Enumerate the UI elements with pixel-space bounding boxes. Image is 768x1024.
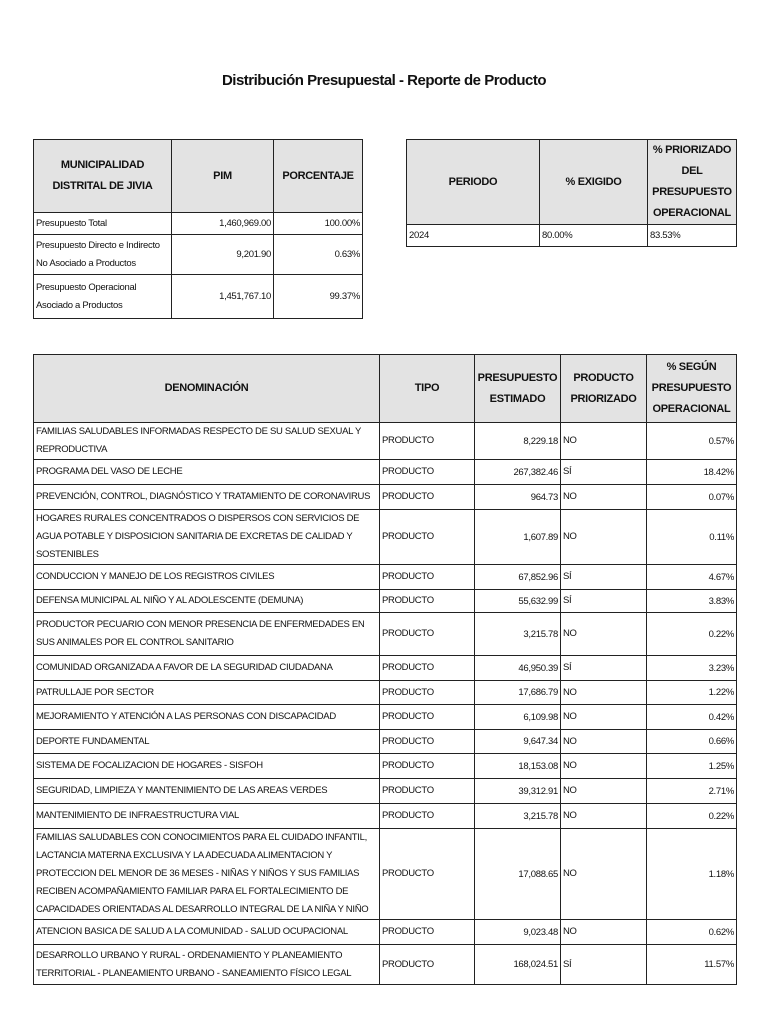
- municipality-budget-table: [33, 139, 363, 319]
- header-denominacion: DENOMINACIÓN: [34, 355, 380, 423]
- table-cell: 8,229.18: [475, 423, 561, 460]
- table-cell: 18,153.08: [475, 754, 561, 779]
- table-row: [34, 235, 363, 275]
- table-cell: SÍ: [561, 460, 647, 485]
- table-cell: 67,852.96: [475, 565, 561, 590]
- table-cell: 3,215.78: [475, 613, 561, 656]
- header-priorizado: % PRIORIZADO DEL PRESUPUESTO OPERACIONAL: [648, 140, 737, 225]
- table-cell: 0.62%: [647, 920, 737, 945]
- table-cell: 1,607.89: [475, 510, 561, 565]
- table-cell: 6,109.98: [475, 705, 561, 730]
- table-cell: DEPORTE FUNDAMENTAL: [34, 730, 380, 754]
- header-exigido: % EXIGIDO: [540, 140, 648, 225]
- table-cell: 1,451,767.10: [172, 275, 274, 319]
- table-cell: PRODUCTO: [380, 485, 475, 510]
- header-periodo: PERIODO: [407, 140, 540, 225]
- table-cell: 1.22%: [647, 681, 737, 705]
- table-row: [34, 590, 737, 613]
- periodo-table: [406, 139, 737, 247]
- table-cell: 1,460,969.00: [172, 213, 274, 235]
- table-cell: 4.67%: [647, 565, 737, 590]
- table-cell: 39,312.91: [475, 779, 561, 804]
- table-row: [34, 804, 737, 829]
- table-cell: NO: [561, 829, 647, 920]
- table-cell: PRODUCTO: [380, 656, 475, 681]
- table-cell: 99.37%: [274, 275, 363, 319]
- table-row: [34, 510, 737, 565]
- table-cell: PRODUCTOR PECUARIO CON MENOR PRESENCIA DE ENFERMEDADES EN SUS ANIMALES POR EL CONTROL SANITARIO: [34, 613, 380, 656]
- table-cell: 18.42%: [647, 460, 737, 485]
- table-cell: 80.00%: [540, 225, 648, 247]
- table-cell: PRODUCTO: [380, 945, 475, 985]
- table-cell: 83.53%: [648, 225, 737, 247]
- header-segun-presupuesto: % SEGÚN PRESUPUESTO OPERACIONAL: [647, 355, 737, 423]
- table-row: [34, 423, 737, 460]
- table-row: [34, 213, 363, 235]
- table-row: [34, 656, 737, 681]
- table-cell: 0.22%: [647, 613, 737, 656]
- table-cell: NO: [561, 485, 647, 510]
- table-cell: ATENCION BASICA DE SALUD A LA COMUNIDAD - SALUD OCUPACIONAL: [34, 920, 380, 945]
- table-cell: PREVENCIÓN, CONTROL, DIAGNÓSTICO Y TRATAMIENTO DE CORONAVIRUS: [34, 485, 380, 510]
- table-cell: COMUNIDAD ORGANIZADA A FAVOR DE LA SEGURIDAD CIUDADANA: [34, 656, 380, 681]
- header-porcentaje: PORCENTAJE: [274, 140, 363, 213]
- table-row: [34, 275, 363, 319]
- table-cell: 964.73: [475, 485, 561, 510]
- table-cell: 2.71%: [647, 779, 737, 804]
- table-cell: 3,215.78: [475, 804, 561, 829]
- table-row: [34, 705, 737, 730]
- table-row: [34, 565, 737, 590]
- header-pim: PIM: [172, 140, 274, 213]
- table-cell: SÍ: [561, 590, 647, 613]
- table-cell: 1.25%: [647, 754, 737, 779]
- table-cell: 0.07%: [647, 485, 737, 510]
- table-cell: 0.57%: [647, 423, 737, 460]
- table-cell: 1.18%: [647, 829, 737, 920]
- table-cell: PRODUCTO: [380, 613, 475, 656]
- table-cell: PROGRAMA DEL VASO DE LECHE: [34, 460, 380, 485]
- header-presupuesto: PRESUPUESTO ESTIMADO: [475, 355, 561, 423]
- table-cell: PRODUCTO: [380, 754, 475, 779]
- table-row: [407, 225, 737, 247]
- table-cell: PRODUCTO: [380, 705, 475, 730]
- table-row: [34, 730, 737, 754]
- table-cell: MANTENIMIENTO DE INFRAESTRUCTURA VIAL: [34, 804, 380, 829]
- report-title: Distribución Presupuestal - Reporte de Producto: [221, 72, 547, 89]
- table-cell: 0.22%: [647, 804, 737, 829]
- table-row: [34, 485, 737, 510]
- table-cell: NO: [561, 705, 647, 730]
- table-cell: PATRULLAJE POR SECTOR: [34, 681, 380, 705]
- table-cell: NO: [561, 754, 647, 779]
- table-cell: PRODUCTO: [380, 460, 475, 485]
- table-cell: 100.00%: [274, 213, 363, 235]
- table-cell: 267,382.46: [475, 460, 561, 485]
- table-cell: HOGARES RURALES CONCENTRADOS O DISPERSOS CON SERVICIOS DE AGUA POTABLE Y DISPOSICION SANITARIA DE EXCRETAS DE CALIDAD Y SOSTENIBLES: [34, 510, 380, 565]
- table-cell: 17,088.65: [475, 829, 561, 920]
- table-cell: PRODUCTO: [380, 590, 475, 613]
- table-cell: 0.11%: [647, 510, 737, 565]
- table-cell: 55,632.99: [475, 590, 561, 613]
- table-cell: 9,201.90: [172, 235, 274, 275]
- table-row: [34, 829, 737, 920]
- table-cell: NO: [561, 730, 647, 754]
- table-cell: Presupuesto Operacional Asociado a Productos: [34, 275, 172, 319]
- table-cell: PRODUCTO: [380, 829, 475, 920]
- table-cell: 46,950.39: [475, 656, 561, 681]
- table-cell: SEGURIDAD, LIMPIEZA Y MANTENIMIENTO DE LAS AREAS VERDES: [34, 779, 380, 804]
- table-cell: FAMILIAS SALUDABLES CON CONOCIMIENTOS PARA EL CUIDADO INFANTIL, LACTANCIA MATERNA EXCLUSIVA Y LA ADECUADA ALIMENTACION Y PROTECCION DEL MENOR DE 36 MESES - NIÑAS Y NIÑOS Y SUS FAMILIAS RECIBEN ACOMPAÑAMIENTO FAMILIAR PARA EL FORTALECIMIENTO DE CAPACIDADES ORIENTADAS AL DESARROLLO INTEGRAL DE LA NIÑA Y NIÑO: [34, 829, 380, 920]
- table-cell: 0.66%: [647, 730, 737, 754]
- table-cell: NO: [561, 804, 647, 829]
- table-cell: 3.83%: [647, 590, 737, 613]
- table-cell: SÍ: [561, 565, 647, 590]
- table-cell: DESARROLLO URBANO Y RURAL - ORDENAMIENTO Y PLANEAMIENTO TERRITORIAL - PLANEAMIENTO URBANO - SANEAMIENTO FÍSICO LEGAL: [34, 945, 380, 985]
- table-cell: PRODUCTO: [380, 730, 475, 754]
- table-cell: 2024: [407, 225, 540, 247]
- table-row: [34, 681, 737, 705]
- table-cell: 11.57%: [647, 945, 737, 985]
- table-cell: MEJORAMIENTO Y ATENCIÓN A LAS PERSONAS CON DISCAPACIDAD: [34, 705, 380, 730]
- table-cell: PRODUCTO: [380, 920, 475, 945]
- table-cell: SÍ: [561, 945, 647, 985]
- table-cell: NO: [561, 613, 647, 656]
- table-cell: CONDUCCION Y MANEJO DE LOS REGISTROS CIVILES: [34, 565, 380, 590]
- table-row: [34, 460, 737, 485]
- table-row: [34, 779, 737, 804]
- header-municipality: MUNICIPALIDAD DISTRITAL DE JIVIA: [34, 140, 172, 213]
- table-cell: 0.63%: [274, 235, 363, 275]
- table-cell: Presupuesto Directo e Indirecto No Asociado a Productos: [34, 235, 172, 275]
- table-cell: 0.42%: [647, 705, 737, 730]
- table-cell: NO: [561, 779, 647, 804]
- table-cell: DEFENSA MUNICIPAL AL NIÑO Y AL ADOLESCENTE (DEMUNA): [34, 590, 380, 613]
- product-table: [33, 354, 737, 985]
- table-row: [34, 920, 737, 945]
- table-row: [34, 754, 737, 779]
- table-cell: PRODUCTO: [380, 779, 475, 804]
- table-cell: 17,686.79: [475, 681, 561, 705]
- table-row: [34, 613, 737, 656]
- table-cell: PRODUCTO: [380, 681, 475, 705]
- table-cell: PRODUCTO: [380, 565, 475, 590]
- header-producto-priorizado: PRODUCTO PRIORIZADO: [561, 355, 647, 423]
- table-cell: NO: [561, 510, 647, 565]
- table-cell: NO: [561, 681, 647, 705]
- table-cell: SISTEMA DE FOCALIZACION DE HOGARES - SISFOH: [34, 754, 380, 779]
- table-cell: 3.23%: [647, 656, 737, 681]
- table-cell: NO: [561, 423, 647, 460]
- table-cell: SÍ: [561, 656, 647, 681]
- table-cell: 168,024.51: [475, 945, 561, 985]
- table-cell: NO: [561, 920, 647, 945]
- table-row: [34, 945, 737, 985]
- table-cell: PRODUCTO: [380, 510, 475, 565]
- table-cell: PRODUCTO: [380, 423, 475, 460]
- table-cell: 9,023.48: [475, 920, 561, 945]
- header-tipo: TIPO: [380, 355, 475, 423]
- table-cell: 9,647.34: [475, 730, 561, 754]
- table-cell: FAMILIAS SALUDABLES INFORMADAS RESPECTO DE SU SALUD SEXUAL Y REPRODUCTIVA: [34, 423, 380, 460]
- table-cell: PRODUCTO: [380, 804, 475, 829]
- table-cell: Presupuesto Total: [34, 213, 172, 235]
